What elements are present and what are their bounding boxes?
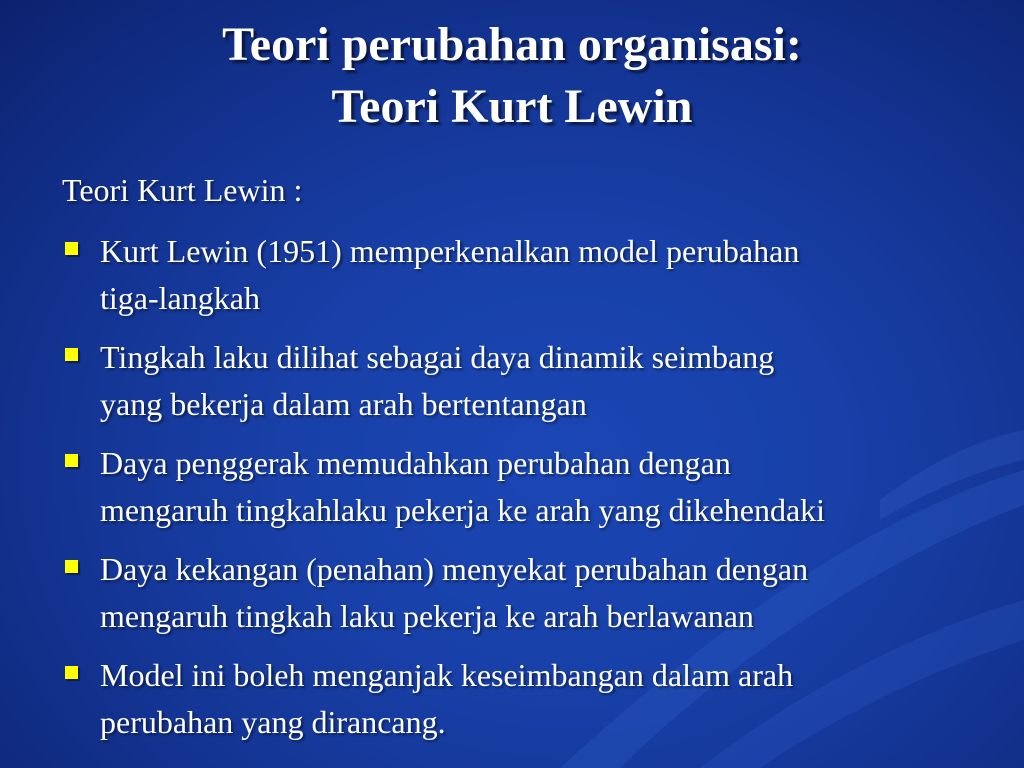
square-bullet-icon [65,454,78,467]
bullet-list [62,228,982,758]
bullet-item [62,228,982,322]
bullet-item [62,652,982,746]
square-bullet-icon [65,560,78,573]
bullet-line-2: perubahan yang dirancang. [100,704,446,740]
bullet-line-2: mengaruh tingkah laku pekerja ke arah berlawanan [100,598,754,634]
bullet-line-1: Tingkah laku dilihat sebagai daya dinamik seimbang [100,339,775,375]
bullet-line-1: Daya kekangan (penahan) menyekat perubahan dengan [100,551,809,587]
title-line-2: Teori Kurt Lewin [331,80,693,133]
square-bullet-icon [65,348,78,361]
intro-text: Teori Kurt Lewin : [62,172,303,208]
bullet-item [62,440,982,534]
bullet-line-1: Kurt Lewin (1951) memperkenalkan model perubahan [100,233,800,269]
bullet-line-2: tiga-langkah [100,280,260,316]
square-bullet-icon [65,242,78,255]
bullet-line-2: mengaruh tingkahlaku pekerja ke arah yang dikehendaki [100,492,826,528]
bullet-line-2: yang bekerja dalam arah bertentangan [100,386,587,422]
title-line-1: Teori perubahan organisasi: [222,18,802,71]
bullet-item [62,546,982,640]
bullet-line-1: Daya penggerak memudahkan perubahan dengan [100,445,731,481]
bullet-item [62,334,982,428]
bullet-line-1: Model ini boleh menganjak keseimbangan dalam arah [100,657,794,693]
slide-title [0,14,1024,138]
square-bullet-icon [65,666,78,679]
